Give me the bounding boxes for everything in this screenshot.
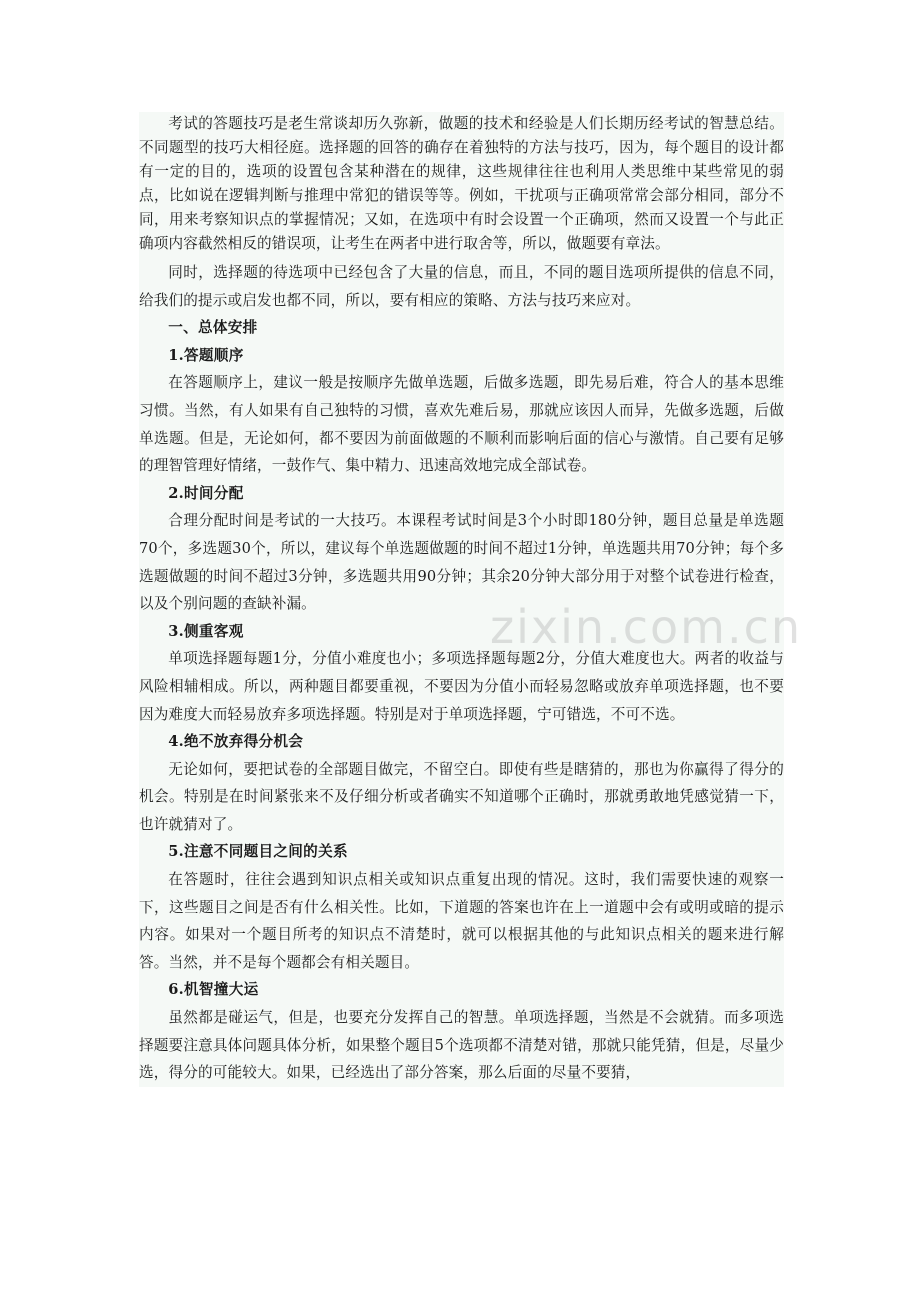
item-body-question-relations: 在答题时，往往会遇到知识点相关或知识点重复出现的情况。这时，我们需要快速的观察一下，这些题目之间是否有什么相关性。比如，下道题的答案也许在上一道题中会有或明或暗的提示内容。如果对一个题目所考的知识点不清楚时，就可以根据其他的与此知识点相关的题来进行解答。当然，并不是每个题都会有相关题目。 bbox=[139, 871, 784, 971]
section-title: 一、总体安排 bbox=[168, 319, 258, 337]
item-body-time-allocation: 合理分配时间是考试的一大技巧。本课程考试时间是3个小时即180分钟，题目总量是单选题70个，多选题30个，所以，建议每个单选题做题的时间不超过1分钟，单选题共用70分钟；每个多选题做题的时间不超过3分钟，多选题共用90分钟；其余20分钟大部分用于对整个试卷进行检查，以及个别问题的查缺补漏。 bbox=[139, 512, 784, 613]
intro-paragraph-2: 同时，选择题的待选项中已经包含了大量的信息，而且，不同的题目选项所提供的信息不同，给我们的提示或启发也都不同，所以，要有相应的策略、方法与技巧来应对。 bbox=[139, 264, 784, 309]
item-heading-never-give-up: 4.绝不放弃得分机会 bbox=[168, 733, 304, 751]
item-body-never-give-up: 无论如何，要把试卷的全部题目做完，不留空白。即使有些是瞎猜的，那也为你赢得了得分的机会。特别是在时间紧张来不及仔细分析或者确实不知道哪个正确时，那就勇敢地凭感觉猜一下，也许就猜对了。 bbox=[139, 760, 784, 833]
document-body bbox=[139, 112, 784, 1087]
intro-paragraph-1: 考试的答题技巧是老生常谈却历久弥新，做题的技术和经验是人们长期历经考试的智慧总结。不同题型的技巧大相径庭。选择题的回答的确存在着独特的方法与技巧，因为，每个题目的设计都有一定的目的，选项的设置包含某种潜在的规律，这些规律往往也利用人类思维中某些常见的弱点，比如说在逻辑判断与推理中常犯的错误等等。例如，干扰项与正确项常常会部分相同，部分不同，用来考察知识点的掌握情况；又如，在选项中有时会设置一个正确项，然而又设置一个与此正确项内容截然相反的错误项，让考生在两者中进行取舍等，所以，做题要有章法。 bbox=[139, 115, 784, 252]
item-body-smart-guessing: 虽然都是碰运气，但是，也要充分发挥自己的智慧。单项选择题，当然是不会就猜。而多项选择题要注意具体问题具体分析，如果整个题目5个选项都不清楚对错，那就只能凭猜，但是，尽量少选，得分的可能较大。如果，已经选出了部分答案，那么后面的尽量不要猜， bbox=[139, 1009, 784, 1082]
item-heading-objective-focus: 3.侧重客观 bbox=[168, 622, 244, 640]
item-heading-answer-order: 1.答题顺序 bbox=[168, 346, 244, 364]
item-body-objective-focus: 单项选择题每题1分，分值小难度也小；多项选择题每题2分，分值大难度也大。两者的收益与风险相辅相成。所以，两种题目都要重视，不要因为分值小而轻易忽略或放弃单项选择题，也不要因为难度大而轻易放弃多项选择题。特别是对于单项选择题，宁可错选，不可不选。 bbox=[139, 650, 784, 723]
item-heading-smart-guessing: 6.机智撞大运 bbox=[168, 981, 259, 999]
watermark: zixin.com.cn bbox=[490, 600, 803, 654]
item-heading-question-relations: 5.注意不同题目之间的关系 bbox=[168, 843, 348, 861]
item-body-answer-order: 在答题顺序上，建议一般是按顺序先做单选题，后做多选题，即先易后难，符合人的基本思维习惯。当然，有人如果有自己独特的习惯，喜欢先难后易，那就应该因人而异，先做多选题，后做单选题。但是，无论如何，都不要因为前面做题的不顺利而影响后面的信心与激情。自己要有足够的理智管理好情绪，一鼓作气、集中精力、迅速高效地完成全部试卷。 bbox=[139, 374, 784, 475]
item-heading-time-allocation: 2.时间分配 bbox=[168, 484, 244, 502]
